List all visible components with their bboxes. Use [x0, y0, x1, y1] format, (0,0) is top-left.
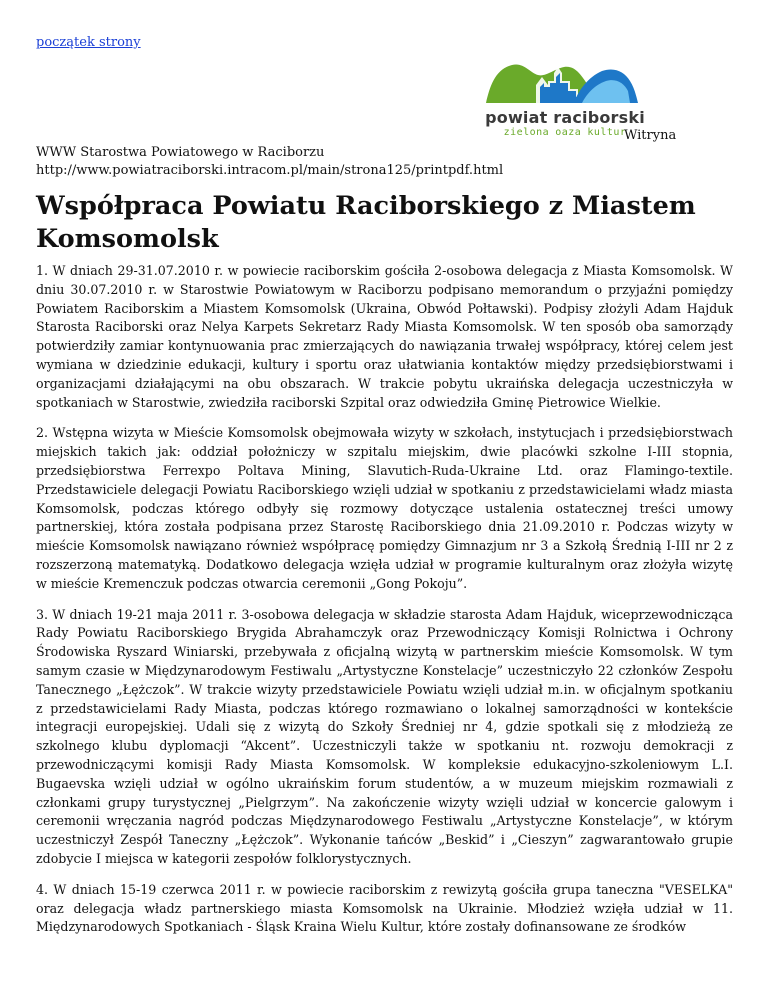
article-title: Współpraca Powiatu Raciborskiego z Miastem Komsomolsk — [36, 191, 696, 254]
logo-tagline-word: zielona — [503, 127, 550, 138]
logo-tagline-word: oaza — [555, 127, 582, 138]
article-paragraph: 1. W dniach 29-31.07.2010 r. w powiecie raciborskim gościła 2-osobowa delegacja z Miasta Komsomolsk. W dniu 30.07.2010 r. w Starostwie Powiatowym w Raciborzu podpisano memorandum o przyjaźni pomiędzy Powiatem Raciborskim a Miastem Komsomolsk (Ukraina, Obwód Połtawski). Podpisy złożyli Adam Hajduk Starosta Raciborski oraz Nelya Karpets Sekretarz Rady Miasta Komsomolsk. W ten sposób oba samorządy potwierdziły zamiar kontynuowania prac zmierzających do nawiązania trwałej współpracy, której celem jest wymiana w dziedzinie edukacji, kultury i sportu oraz ułatwiania kontaktów między przedsiębiorstwami i organizacjami działającymi na obu obszarach. W trakcie pobytu ukraińska delegacja uczestniczyła w spotkaniach w Starostwie, zwiedziła raciborski Szpital oraz odwiedziła Gminę Pietrowice Wielkie. — [36, 263, 733, 410]
source-title: WWW Starostwa Powiatowego w Raciborzu — [36, 145, 325, 160]
top-of-page-link[interactable]: początek strony — [36, 35, 141, 50]
article-paragraph: 4. W dniach 15-19 czerwca 2011 r. w powiecie raciborskim z rewizytą gościła grupa taneczna "VESELKA" oraz delegacja władz partnerskiego miasta Komsomolsk na Ukrainie. Młodzież wzięła udział w 11. Międzynarodowych Spotkaniach - Śląsk Kraina Wielu Kultur, które zostały dofinansowane ze środków — [36, 881, 733, 935]
logo-wordmark: powiat raciborski — [485, 108, 645, 127]
article-paragraph: 3. W dniach 19-21 maja 2011 r. 3-osobowa delegacja w składzie starosta Adam Hajduk, wiceprzewodnicząca Rady Powiatu Raciborskiego Brygida Abrahamczyk oraz Przewodniczący Komisji Rolnictwa i Ochrony Środowiska Ryszard Winiarski, przebywała z oficjalną wizytą w partnerskim mieście Komsomolsk. W tym samym czasie w Międzynarodowym Festiwalu „Artystyczne Konstelacje” uczestniczyło 22 członków Zespołu Tanecznego „Łężczok”. W trakcie wizyty przedstawiciele Powiatu wzięli udział m.in. w oficjalnym spotkaniu z przedstawicielami Rady Miasta, podczas którego rozmawiano o lokalnej samorządności w kontekście integracji europejskiej. Udali się z wizytą do Szkoły Średniej nr 4, gdzie spotkali się z młodzieżą ze szkolnego klubu dyplomacji “Akcent”. Uczestniczyli także w spotkaniu nt. rozwoju demokracji z przewodniczącymi komisji Rady Miasta Komsomolsk. W kompleksie edukacyjno-szkoleniowym L.I. Bugaevska wzięli udział w ogólno ukraińskim forum studentów, a w muzeum miejskim rozmawiali z członkami grupy turystycznej „Pielgrzym”. Na zakończenie wizyty wzięli udział w koncercie galowym i ceremonii wręczania nagród podczas Międzynarodowego Festiwalu „Artystyczne Konstelacje”, w którym uczestniczył Zespół Taneczny „Łężczok”. Wykonanie tańców „Beskid” i „Cieszyn” zagwarantowało grupie zdobycie I miejsca w kategorii zespołów folklorystycznych. — [36, 606, 733, 866]
site-label: Witryna — [624, 128, 677, 143]
source-url: http://www.powiatraciborski.intracom.pl/main/strona125/printpdf.html — [36, 163, 504, 178]
article-body — [36, 262, 733, 949]
logo-tagline-word: kultur — [587, 127, 627, 138]
article-paragraph: 2. Wstępna wizyta w Mieście Komsomolsk obejmowała wizyty w szkołach, instytucjach i przedsiębiorstwach miejskich takich jak: oddział położniczy w szpitalu miejskim, dwie placówki szkolne I-III stopnia, przedsiębiorstwa Ferrexpo Poltava Mining, Slavutich-Ruda-Ukraine Ltd. oraz Flamingo-textile. Przedstawiciele delegacji Powiatu Raciborskiego wzięli udział w spotkaniu z przedstawicielami władz miasta Komsomolsk, podczas którego odbyły się rozmowy dotyczące ustalenia ostatecznej treści umowy partnerskiej, która została podpisana przez Starostę Raciborskiego dnia 21.09.2010 r. Podczas wizyty w mieście Komsomolsk nawiązano również współpracę pomiędzy Gimnazjum nr 3 a Szkołą Średnią I-III nr 2 z rozszerzoną matematyką. Dodatkowo delegacja wzięła udział w programie kulturalnym oraz złożyła wizytę w mieście Kremenczuk podczas otwarcia ceremonii „Gong Pokoju”. — [36, 425, 733, 591]
